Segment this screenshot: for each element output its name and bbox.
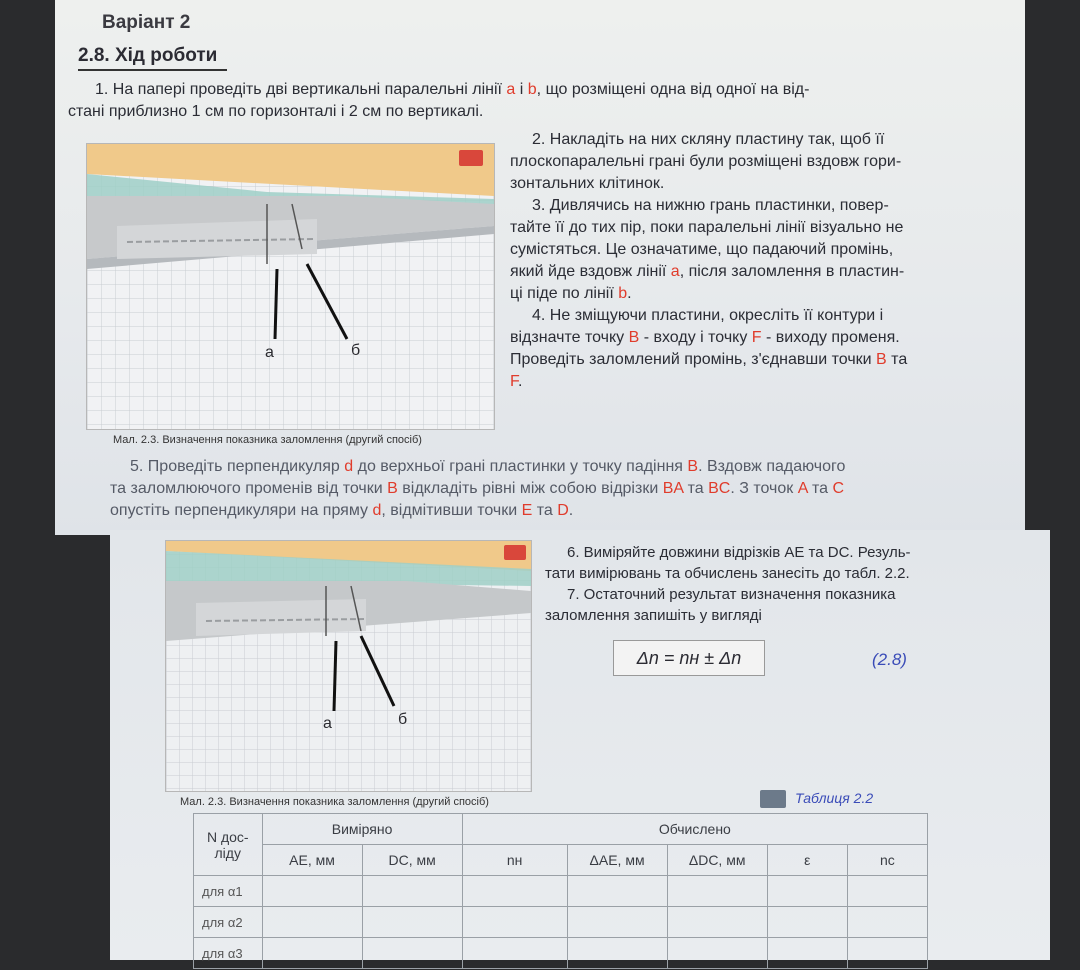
figure-caption-bottom: Мал. 2.3. Визначення показника заломлення (другий спосіб) <box>180 796 489 808</box>
row-label: для α1 <box>194 876 263 907</box>
figure-illustration-2 <box>166 541 531 791</box>
header-ddc: ΔDC, мм <box>667 845 767 876</box>
step-5: 5. Проведіть перпендикуляр d до верхньої грані пластинки у точку падіння B. Вздовж падаючого та заломлюючого променів від точки B відкладіть рівні між собою відрізки BA та BC. З точок A та C опустіть перпендикуляри на пряму d, відмітивши точки E та D. <box>110 458 846 519</box>
step-2: 2. Накладіть на них скляну пластину так, щоб її плоскопаралельні грані були розміщені вздовж гори- зонтальних клітинок. 3. Дивлячись на нижню грань пластинки, повер- тайте її до тих пір, поки паралельні лінії візуально не сумістяться. Це означатиме, що падаючий промінь, який йде вздовж лінії a, після заломлення в пластин- ці піде по лінії b. 4. Не зміщуючи пластини, окресліть її контури і відзначте точку B - входу і точку F - виходу променя. Проведіть заломлений промінь, з'єднавши точки B та F. <box>510 131 908 390</box>
step-1-cont: стані приблизно 1 см по горизонталі і 2 см по вертикалі. <box>68 103 484 120</box>
table-row <box>194 938 928 969</box>
data-table <box>193 813 928 969</box>
line-label-b-2: б <box>398 711 408 728</box>
header-dae: ΔAE, мм <box>567 845 667 876</box>
header-dc: DC, мм <box>362 845 462 876</box>
equation-number: (2.8) <box>872 650 907 669</box>
table-icon <box>760 790 786 808</box>
header-nn: nн <box>462 845 567 876</box>
table-row <box>194 907 928 938</box>
col-n-header: N дос- ліду <box>194 814 263 876</box>
step-1: 1. На папері проведіть дві вертикальні паралельні лінії a і b, що розміщені одна від одної на від- <box>95 81 810 98</box>
result-formula: Δn = nн ± Δn <box>613 640 765 676</box>
table-title: Таблиця 2.2 <box>795 790 874 806</box>
step-6-7: 6. Виміряйте довжини відрізків AE та DC. Резуль- тати вимірювань та обчислень занесіть до табл. 2.2. 7. Остаточний результат визначення показника заломлення запишіть у вигляді <box>545 544 911 624</box>
header-ae: AE, мм <box>262 845 362 876</box>
section-title: 2.8. Хід роботи <box>78 45 227 71</box>
figure-bottom <box>165 540 532 792</box>
line-label-a: а <box>265 344 274 361</box>
row-label: для α2 <box>194 907 263 938</box>
figure-top <box>86 143 495 430</box>
figure-caption-top: Мал. 2.3. Визначення показника заломлення (другий спосіб) <box>113 434 422 446</box>
row-label: для α3 <box>194 938 263 969</box>
table-row <box>194 876 928 907</box>
header-nc: nс <box>847 845 927 876</box>
group-calculated: Обчислено <box>462 814 927 845</box>
line-label-a-2: а <box>323 715 332 732</box>
figure-illustration <box>87 144 494 429</box>
line-label-b: б <box>351 342 361 359</box>
variant-title: Варіант 2 <box>102 12 191 33</box>
header-eps: ε <box>767 845 847 876</box>
group-measured: Виміряно <box>262 814 462 845</box>
